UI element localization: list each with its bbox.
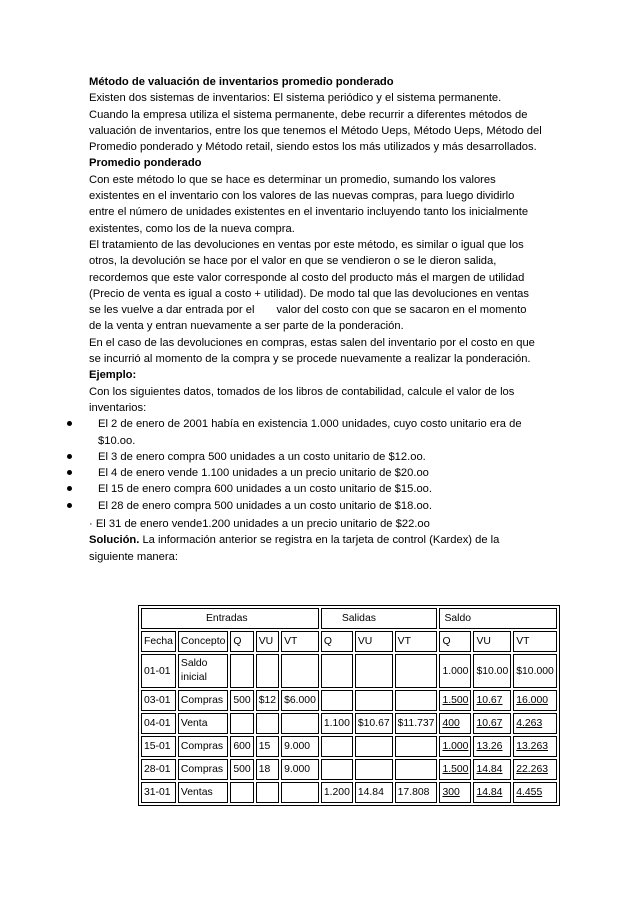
text-fragment: se les vuelve a dar entrada por el <box>89 304 255 317</box>
fecha-cell: 04-01 <box>141 713 176 734</box>
text-line: En el caso de las devoluciones en compras, estas salen del inventario por el costo en que <box>89 336 535 349</box>
text-line <box>89 302 551 318</box>
fecha-cell: 28-01 <box>141 759 176 780</box>
entrada-q-cell <box>230 654 253 688</box>
saldo-q-cell: 300 <box>439 782 471 803</box>
list-item: El 2 de enero de 2001 había en existencia 1.000 unidades, cuyo costo unitario era de $10.oo. <box>89 416 551 449</box>
salida-q-cell <box>321 736 353 757</box>
document-body <box>89 74 551 565</box>
salida-vt-cell <box>395 690 438 711</box>
column-header: VT <box>513 631 557 652</box>
saldo-vu-cell: 10.67 <box>473 690 511 711</box>
entrada-vt-cell <box>281 782 319 803</box>
saldo-vu-cell: 14.84 <box>473 759 511 780</box>
entrada-q-cell: 500 <box>230 759 253 780</box>
text-line: El tratamiento de las devoluciones en ventas por este método, es similar o igual que los <box>89 238 524 251</box>
saldo-header: Saldo <box>439 608 556 629</box>
salida-vt-cell: $11.737 <box>395 713 438 734</box>
saldo-vt-cell: 16.000 <box>513 690 557 711</box>
salida-vu-cell <box>355 654 393 688</box>
salida-vu-cell <box>355 759 393 780</box>
text-line: inventarios: <box>89 401 147 414</box>
text-line: Con este método lo que se hace es determinar un promedio, sumando los valores <box>89 173 496 186</box>
kardex-table <box>138 605 560 806</box>
column-header: Concepto <box>178 631 228 652</box>
column-header: Q <box>439 631 471 652</box>
solution-label: Solución. <box>89 534 140 547</box>
bullet-icon <box>67 470 72 475</box>
saldo-vt-cell: 13.263 <box>513 736 557 757</box>
saldo-vu-cell: 10.67 <box>473 713 511 734</box>
entrada-q-cell <box>230 713 253 734</box>
table-row <box>141 713 557 734</box>
entrada-vu-cell <box>256 782 279 803</box>
bullet-icon <box>67 486 72 491</box>
concepto-cell: Compras <box>178 759 228 780</box>
entradas-header: Entradas <box>141 608 319 629</box>
column-header: VT <box>395 631 438 652</box>
salida-q-cell <box>321 690 353 711</box>
column-header: VU <box>355 631 393 652</box>
salida-q-cell <box>321 759 353 780</box>
saldo-q-cell: 1.500 <box>439 690 471 711</box>
entrada-vu-cell: $12 <box>256 690 279 711</box>
method-paragraph <box>89 172 551 368</box>
saldo-q-cell: 400 <box>439 713 471 734</box>
text-line: Cuando la empresa utiliza el sistema permanente, debe recurrir a diferentes métodos de <box>89 108 528 121</box>
text-line: (Precio de venta es igual a costo + utilidad). De modo tal que las devoluciones en ventas <box>89 287 529 300</box>
text-line: existentes en el inventario con los valores de las nuevas compras, para luego dividirlo <box>89 190 515 203</box>
intro-paragraph <box>89 90 551 155</box>
list-item: El 15 de enero compra 600 unidades a un costo unitario de $15.oo. <box>89 481 551 497</box>
column-header: Q <box>321 631 353 652</box>
saldo-vu-cell: $10.00 <box>473 654 511 688</box>
saldo-vt-cell: 4.455 <box>513 782 557 803</box>
salidas-header: Salidas <box>321 608 438 629</box>
text-line: valuación de inventarios, entre los que tenemos el Método Ueps, Método Ueps, Método del <box>89 124 542 137</box>
salida-vu-cell <box>355 736 393 757</box>
concepto-cell: Compras <box>178 690 228 711</box>
entrada-q-cell <box>230 782 253 803</box>
saldo-vt-cell: 4.263 <box>513 713 557 734</box>
concepto-cell: Saldo inicial <box>178 654 228 688</box>
saldo-q-cell: 1.500 <box>439 759 471 780</box>
entrada-q-cell: 500 <box>230 690 253 711</box>
salida-vu-cell: 14.84 <box>355 782 393 803</box>
list-item: El 3 de enero compra 500 unidades a un costo unitario de $12.oo. <box>89 449 551 465</box>
saldo-vu-cell: 13.26 <box>473 736 511 757</box>
entrada-vt-cell <box>281 713 319 734</box>
saldo-q-cell: 1.000 <box>439 654 471 688</box>
fecha-cell: 01-01 <box>141 654 176 688</box>
bullet-icon <box>67 454 72 459</box>
text-line: existentes, como los de la nueva compra. <box>89 222 295 235</box>
text-line: otros, la devolución se hace por el valor en que se vendieron o se le dieron salida, <box>89 255 497 268</box>
subheading: Promedio ponderado <box>89 157 202 170</box>
table-row <box>141 736 557 757</box>
table-row <box>141 654 557 688</box>
concepto-cell: Ventas <box>178 782 228 803</box>
bullet-icon <box>67 503 72 508</box>
group-header-row <box>141 608 557 629</box>
concepto-cell: Compras <box>178 736 228 757</box>
example-label: Ejemplo: <box>89 369 137 382</box>
salida-vt-cell <box>395 759 438 780</box>
saldo-vu-cell: 14.84 <box>473 782 511 803</box>
solution-line <box>89 532 551 548</box>
document-heading: Método de valuación de inventarios promedio ponderado <box>89 76 394 88</box>
entrada-vt-cell: 9.000 <box>281 736 319 757</box>
text-line: de la venta y entran nuevamente a ser parte de la ponderación. <box>89 320 404 333</box>
text-line: se incurrió al momento de la compra y se procede nuevamente a realizar la ponderación. <box>89 353 531 366</box>
saldo-vt-cell: 22.263 <box>513 759 557 780</box>
salida-vt-cell <box>395 736 438 757</box>
kardex-table-wrapper <box>138 605 554 806</box>
text-line: entre el número de unidades existentes en el inventario incluyendo tanto los inicialmente <box>89 206 529 219</box>
entrada-vu-cell: 18 <box>256 759 279 780</box>
list-item: El 28 de enero compra 500 unidades a un costo unitario de $18.oo. <box>89 498 551 514</box>
salida-q-cell: 1.200 <box>321 782 353 803</box>
salida-vt-cell: 17.808 <box>395 782 438 803</box>
column-header-row <box>141 631 557 652</box>
list-item: El 4 de enero vende 1.100 unidades a un precio unitario de $20.oo <box>89 465 551 481</box>
salida-vu-cell: $10.67 <box>355 713 393 734</box>
entrada-q-cell: 600 <box>230 736 253 757</box>
entrada-vt-cell: 9.000 <box>281 759 319 780</box>
entrada-vu-cell: 15 <box>256 736 279 757</box>
entrada-vt-cell <box>281 654 319 688</box>
bullet-icon <box>67 421 72 426</box>
salida-q-cell: 1.100 <box>321 713 353 734</box>
fecha-cell: 15-01 <box>141 736 176 757</box>
text-line: Existen dos sistemas de inventarios: El sistema periódico y el sistema permanente. <box>89 92 502 105</box>
column-header: VU <box>256 631 279 652</box>
text-line: Promedio ponderado y Método retail, siendo estos los más utilizados y más desarrollados. <box>89 141 537 154</box>
salida-vu-cell <box>355 690 393 711</box>
salida-q-cell <box>321 654 353 688</box>
text-line: siguiente manera: <box>89 550 178 563</box>
table-row <box>141 759 557 780</box>
salida-vt-cell <box>395 654 438 688</box>
text-line: · El 31 de enero vende1.200 unidades a un precio unitario de $22.oo <box>89 518 430 531</box>
table-row <box>141 782 557 803</box>
fecha-cell: 31-01 <box>141 782 176 803</box>
table-row <box>141 690 557 711</box>
entrada-vu-cell <box>256 654 279 688</box>
solution-text: La información anterior se registra en la tarjeta de control (Kardex) de la <box>142 534 500 547</box>
column-header: VT <box>281 631 319 652</box>
entrada-vt-cell: $6.000 <box>281 690 319 711</box>
column-header: Q <box>230 631 253 652</box>
column-header: Fecha <box>141 631 176 652</box>
entrada-vu-cell <box>256 713 279 734</box>
saldo-vt-cell: $10.000 <box>513 654 557 688</box>
example-list <box>89 416 551 514</box>
text-line: Con los siguientes datos, tomados de los libros de contabilidad, calcule el valor de los <box>89 385 515 398</box>
concepto-cell: Venta <box>178 713 228 734</box>
text-fragment: valor del costo con que se sacaron en el momento <box>276 304 527 317</box>
fecha-cell: 03-01 <box>141 690 176 711</box>
saldo-q-cell: 1.000 <box>439 736 471 757</box>
text-line: recordemos que este valor corresponde al costo del producto más el margen de utilidad <box>89 271 525 284</box>
column-header: VU <box>473 631 511 652</box>
